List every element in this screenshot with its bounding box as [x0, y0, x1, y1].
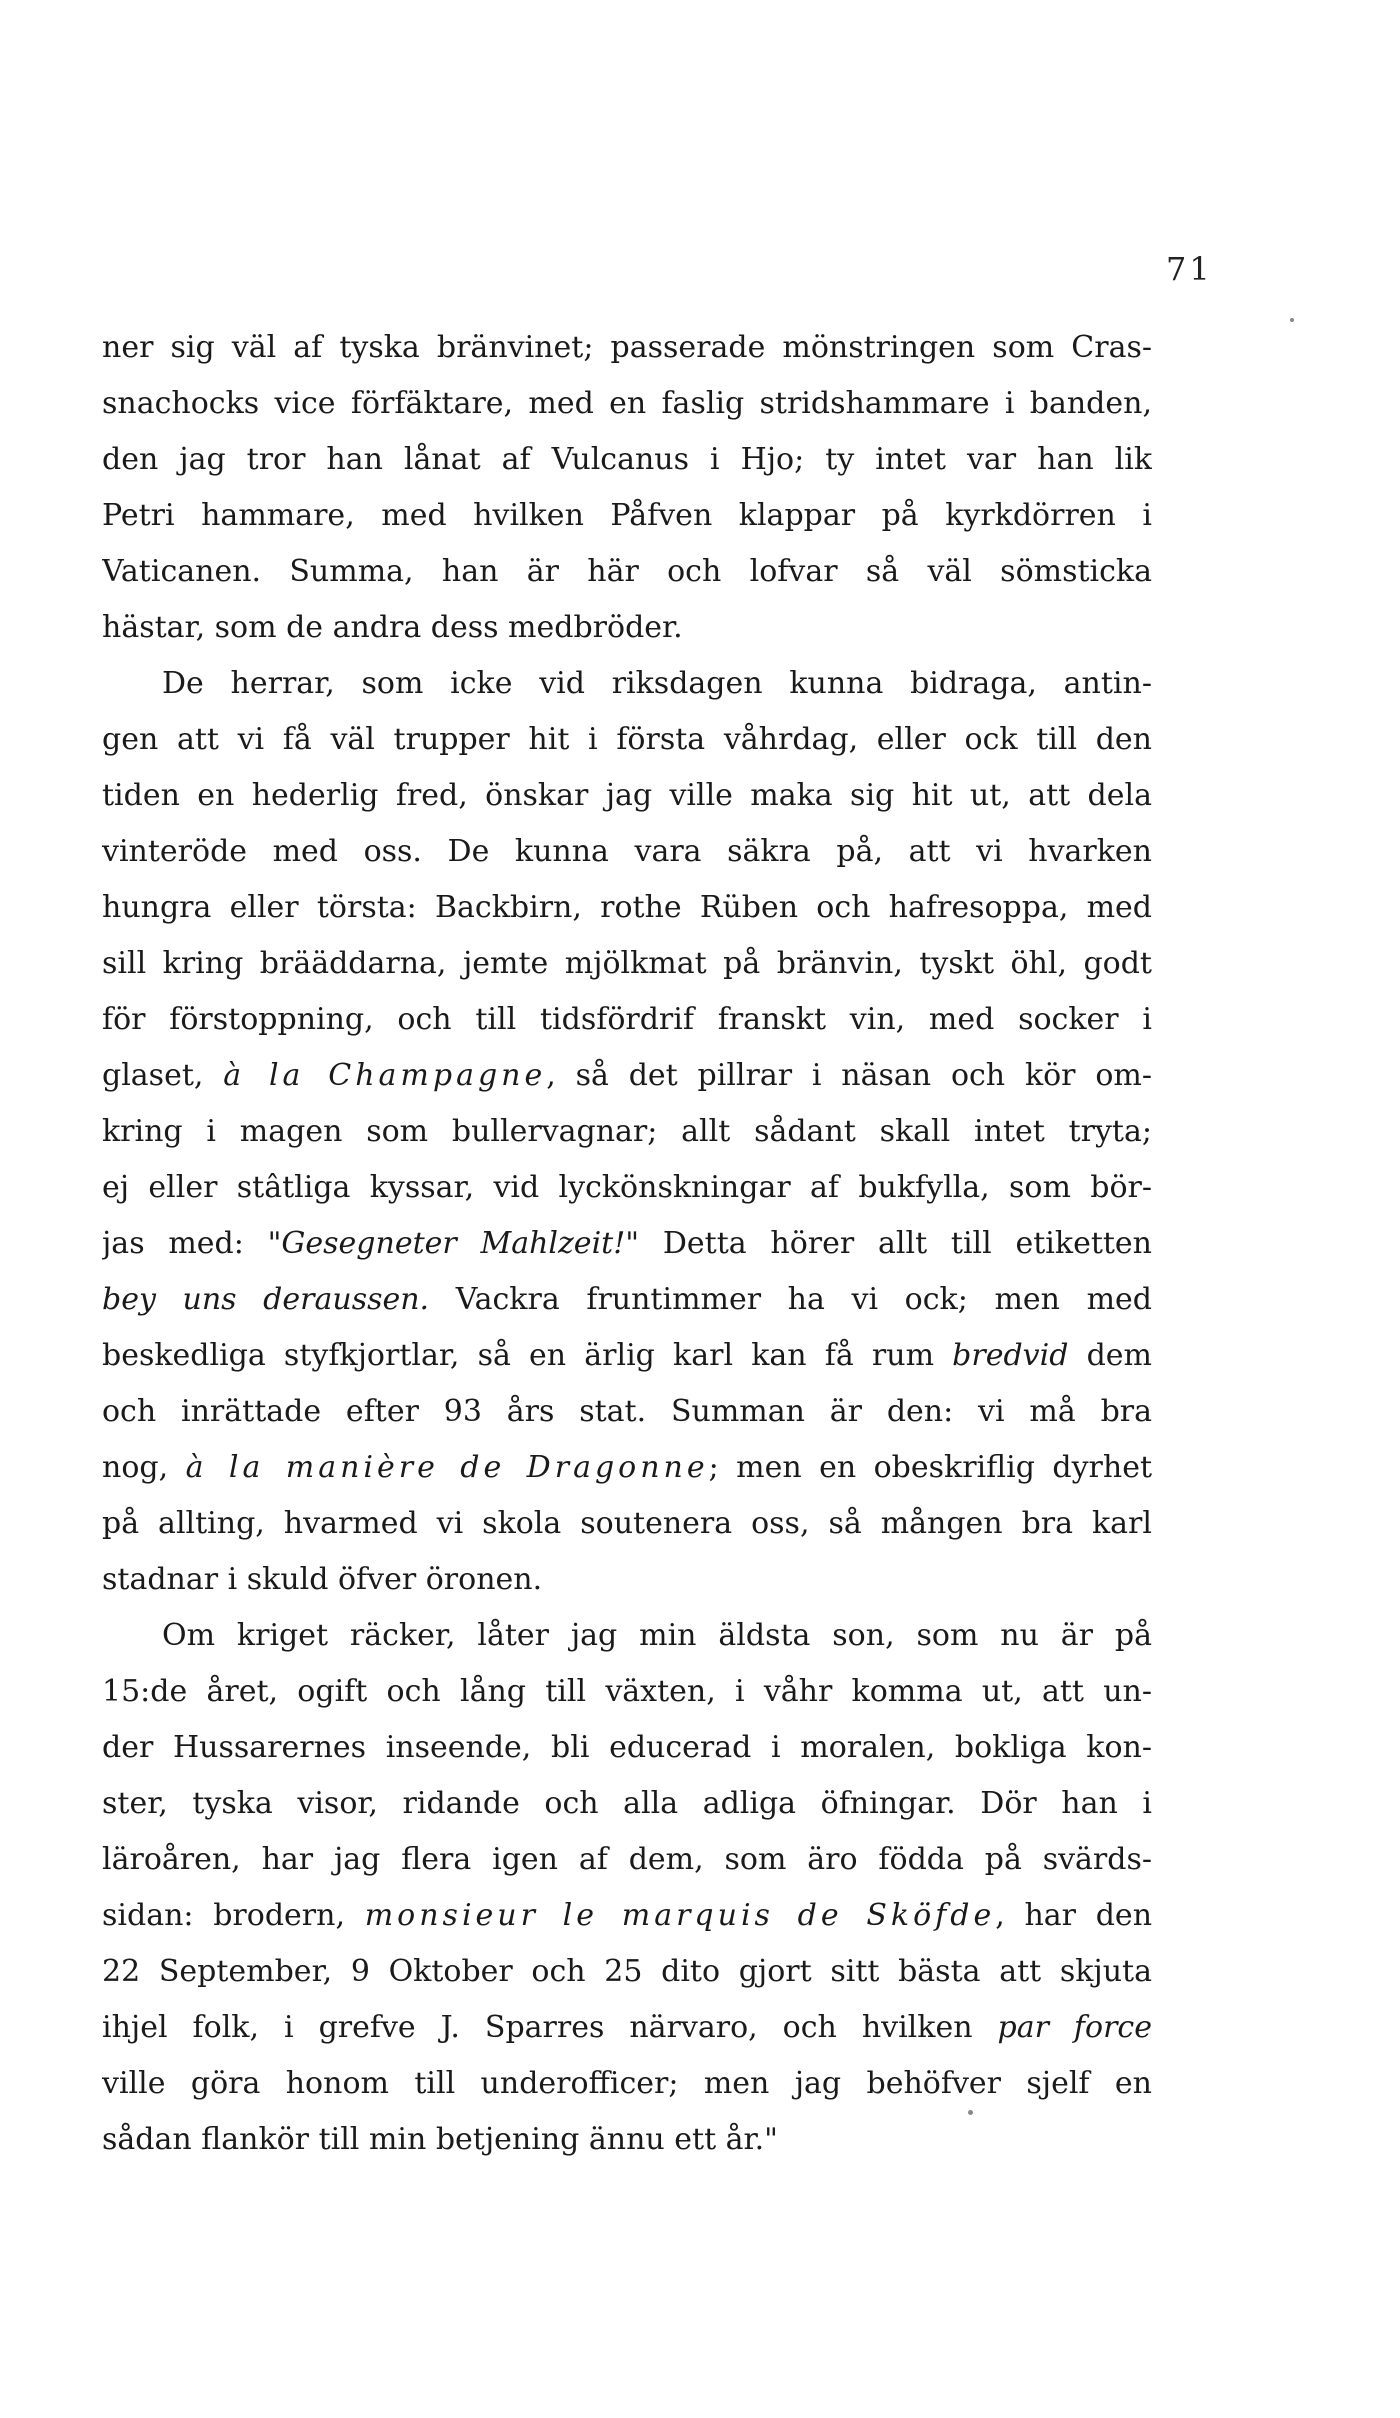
- text-segment: Vackra fruntimmer ha vi ock; men med: [429, 1282, 1152, 1317]
- text-segment: beskedliga styfkjortlar, så en ärlig karl kan få rum: [102, 1338, 953, 1373]
- text-line: [102, 2000, 1152, 2056]
- text-segment: sådan flankör till min betjening ännu ett år.": [102, 2122, 778, 2157]
- text-segment: De herrar, som icke vid riksdagen kunna bidraga, antin-: [162, 666, 1152, 701]
- text-segment: tiden en hederlig fred, önskar jag ville maka sig hit ut, att dela: [102, 778, 1152, 813]
- text-segment: ner sig väl af tyska bränvinet; passerade mönstringen som Cras-: [102, 330, 1152, 365]
- text-segment: Detta hörer allt till etiketten: [639, 1226, 1152, 1261]
- emphasized-text: par force: [997, 2010, 1152, 2045]
- emphasized-text: monsieur le marquis de Sköfde: [364, 1898, 996, 1933]
- text-line: [102, 992, 1152, 1048]
- text-line: [102, 1552, 1152, 1608]
- text-segment: läroåren, har jag flera igen af dem, som äro födda på svärds-: [102, 1842, 1152, 1877]
- text-segment: den jag tror han lånat af Vulcanus i Hjo; ty intet var han lik: [102, 442, 1152, 477]
- text-line: [102, 1664, 1152, 1720]
- text-segment: gen att vi få väl trupper hit i första våhrdag, eller ock till den: [102, 722, 1152, 757]
- text-segment: vinteröde med oss. De kunna vara säkra på, att vi hvarken: [102, 834, 1152, 869]
- ink-speck: [1290, 318, 1294, 322]
- text-segment: , har den: [995, 1898, 1152, 1933]
- text-segment: snachocks vice förfäktare, med en faslig stridshammare i banden,: [102, 386, 1152, 421]
- text-line: [102, 936, 1152, 992]
- text-line: [102, 544, 1152, 600]
- text-line: [102, 320, 1152, 376]
- emphasized-text: à la manière de Dragonne: [185, 1450, 709, 1485]
- text-line: [102, 1888, 1152, 1944]
- text-line: [102, 1720, 1152, 1776]
- ink-speck: [968, 2110, 973, 2115]
- text-line: [102, 2112, 1152, 2168]
- text-segment: ; men en obeskriflig dyrhet: [708, 1450, 1152, 1485]
- text-segment: ville göra honom till underofficer; men jag behöfver sjelf en: [102, 2066, 1152, 2101]
- text-segment: ster, tyska visor, ridande och alla adliga öfningar. Dör han i: [102, 1786, 1152, 1821]
- text-line: [102, 656, 1152, 712]
- text-segment: dem: [1068, 1338, 1152, 1373]
- text-segment: stadnar i skuld öfver öronen.: [102, 1562, 543, 1597]
- text-line: [102, 1048, 1152, 1104]
- text-line: [102, 768, 1152, 824]
- text-line: [102, 1776, 1152, 1832]
- text-segment: glaset,: [102, 1058, 224, 1093]
- text-line: [102, 1496, 1152, 1552]
- text-segment: hungra eller törsta: Backbirn, rothe Rüben och hafresoppa, med: [102, 890, 1152, 925]
- text-line: [102, 824, 1152, 880]
- text-line: [102, 1272, 1152, 1328]
- text-line: [102, 1832, 1152, 1888]
- text-line: [102, 2056, 1152, 2112]
- text-line: [102, 880, 1152, 936]
- page-number: 71: [1166, 250, 1213, 288]
- text-segment: Om kriget räcker, låter jag min äldsta son, som nu är på: [162, 1618, 1152, 1653]
- text-line: [102, 1440, 1152, 1496]
- text-segment: nog,: [102, 1450, 186, 1485]
- text-segment: , så det pillrar i näsan och kör om-: [546, 1058, 1152, 1093]
- emphasized-text: "Gesegneter Mahlzeit!": [267, 1226, 640, 1261]
- body-text: [102, 320, 1152, 2168]
- text-line: [102, 600, 1152, 656]
- text-line: [102, 376, 1152, 432]
- text-line: [102, 1608, 1152, 1664]
- emphasized-text: bredvid: [952, 1338, 1069, 1373]
- text-segment: Vaticanen. Summa, han är här och lofvar så väl sömsticka: [102, 554, 1152, 589]
- text-segment: 15:de året, ogift och lång till växten, i våhr komma ut, att un-: [102, 1674, 1152, 1709]
- text-segment: der Hussarernes inseende, bli educerad i moralen, bokliga kon-: [102, 1730, 1152, 1765]
- text-line: [102, 488, 1152, 544]
- text-line: [102, 1160, 1152, 1216]
- text-segment: ej eller stâtliga kyssar, vid lyckönskningar af bukfylla, som bör-: [102, 1170, 1152, 1205]
- text-segment: hästar, som de andra dess medbröder.: [102, 610, 683, 645]
- text-line: [102, 432, 1152, 488]
- text-segment: 22 September, 9 Oktober och 25 dito gjort sitt bästa att skjuta: [102, 1954, 1152, 1989]
- text-segment: Petri hammare, med hvilken Påfven klappar på kyrkdörren i: [102, 498, 1152, 533]
- text-segment: och inrättade efter 93 års stat. Summan är den: vi må bra: [102, 1394, 1152, 1429]
- emphasized-text: bey uns deraussen.: [102, 1282, 430, 1317]
- text-line: [102, 1384, 1152, 1440]
- text-segment: ihjel folk, i grefve J. Sparres närvaro, och hvilken: [102, 2010, 998, 2045]
- text-segment: för förstoppning, och till tidsfördrif franskt vin, med socker i: [102, 1002, 1152, 1037]
- text-line: [102, 1944, 1152, 2000]
- text-segment: jas med:: [102, 1226, 268, 1261]
- emphasized-text: à la Champagne: [223, 1058, 547, 1093]
- text-line: [102, 1104, 1152, 1160]
- text-segment: sill kring brääddarna, jemte mjölkmat på bränvin, tyskt öhl, godt: [102, 946, 1152, 981]
- text-line: [102, 1328, 1152, 1384]
- text-segment: kring i magen som bullervagnar; allt sådant skall intet tryta;: [102, 1114, 1152, 1149]
- text-segment: sidan: brodern,: [102, 1898, 365, 1933]
- text-segment: på allting, hvarmed vi skola soutenera oss, så mången bra karl: [102, 1506, 1152, 1541]
- text-line: [102, 1216, 1152, 1272]
- text-line: [102, 712, 1152, 768]
